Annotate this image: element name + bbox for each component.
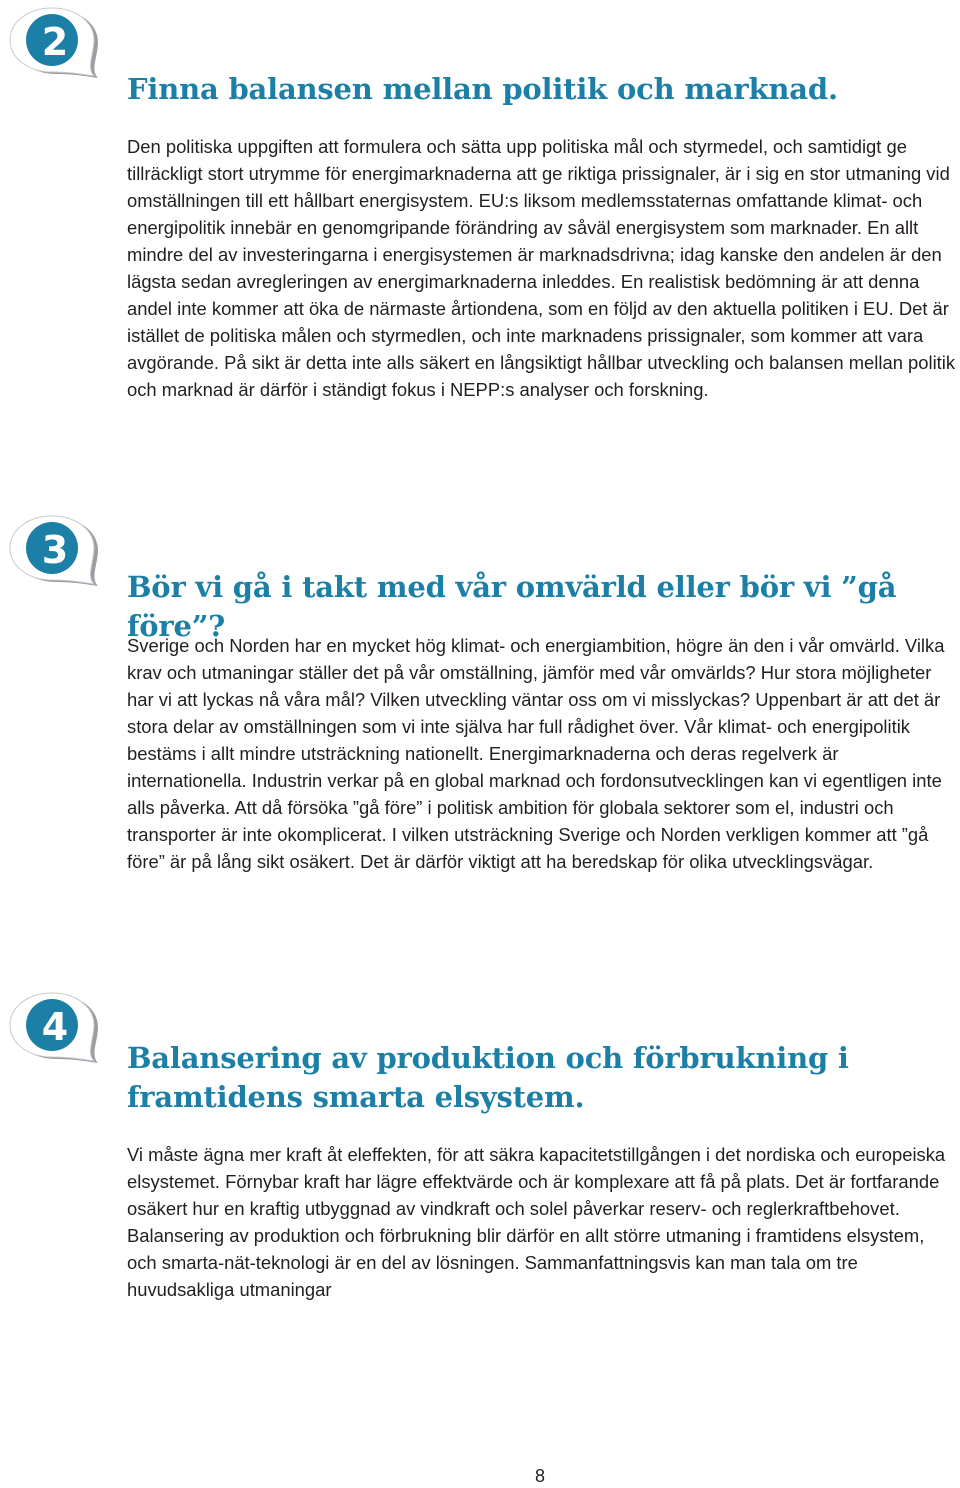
section-heading: Balansering av produktion och förbrukning i framtidens smarta elsystem. — [127, 1041, 849, 1114]
section-number-badge — [4, 991, 104, 1067]
section-body: Den politiska uppgiften att formulera och sätta upp politiska mål och styrmedel, och samtidigt ge tillräckligt stort utrymme för energimarknaderna att ge riktiga prissignaler, är i sig en stor utmaning vid omställningen till ett hållbart energisystem. EU:s liksom medlemsstaternas omfattande klimat- och energipolitik innebär en genomgripande förändring av såväl energisystem som marknader. En allt mindre del av investeringarna i energisystemen är marknadsdrivna; idag kanske den andelen är den lägsta sedan avregleringen av energimarknaderna inleddes. En realistisk bedömning är att denna andel inte kommer att öka de närmaste årtiondena, som en följd av den aktuella politiken i EU. Det är istället de politiska målen och styrmedlen, och inte marknadens prissignaler, som kommer att vara avgörande. På sikt är detta inte alls säkert en långsiktigt hållbar utveckling och balansen mellan politik och marknad är därför i ständigt fokus i NEPP:s analyser och forskning. — [127, 136, 956, 400]
section-number-badge — [4, 514, 104, 590]
section-heading: Finna balansen mellan politik och marknad. — [127, 72, 838, 106]
section-number-badge — [4, 6, 104, 82]
section-number: 2 — [41, 20, 69, 64]
page-number: 8 — [534, 1466, 545, 1486]
section-number: 4 — [41, 1005, 69, 1049]
section-heading: Bör vi gå i takt med vår omvärld eller bör vi ”gå före”? — [127, 570, 897, 643]
section-body: Vi måste ägna mer kraft åt eleffekten, för att säkra kapacitetstillgången i det nordiska och europeiska elsystemet. Förnybar kraft har lägre effektvärde och är komplexare att få på plats. Det är fortfarande osäkert hur en kraftig utbyggnad av vindkraft och solel påverkar reserv- och reglerkraftbehovet. Balansering av produktion och förbrukning blir därför en allt större utmaning i framtidens elsystem, och smarta-nät-teknologi är en del av lösningen. Sammanfattningsvis kan man tala om tre huvudsakliga utmaningar — [127, 1144, 946, 1300]
section-body: Sverige och Norden har en mycket hög klimat- och energiambition, högre än den i vår omvärld. Vilka krav och utmaningar ställer det på vår omställning, jämför med vår omvärlds? Hur stora möjligheter har vi att lyckas nå våra mål? Vilken utveckling väntar oss om vi misslyckas? Uppenbart är att det är stora delar av omställningen som vi inte själva har full rådighet över. Vår klimat- och energipolitik bestäms i allt mindre utsträckning nationellt. Energimarknaderna och deras regelverk är internationella. Industrin verkar på en global marknad och fordonsutvecklingen kan vi egentligen inte alls påverka. Att då försöka ”gå före” i politisk ambition för globala sektorer som el, industri och transporter är inte okomplicerat. I vilken utsträckning Sverige och Norden verkligen kommer att ”gå före” är på lång sikt osäkert. Det är därför viktigt att ha beredskap för olika utvecklingsvägar. — [127, 635, 945, 872]
section-number: 3 — [41, 528, 69, 572]
